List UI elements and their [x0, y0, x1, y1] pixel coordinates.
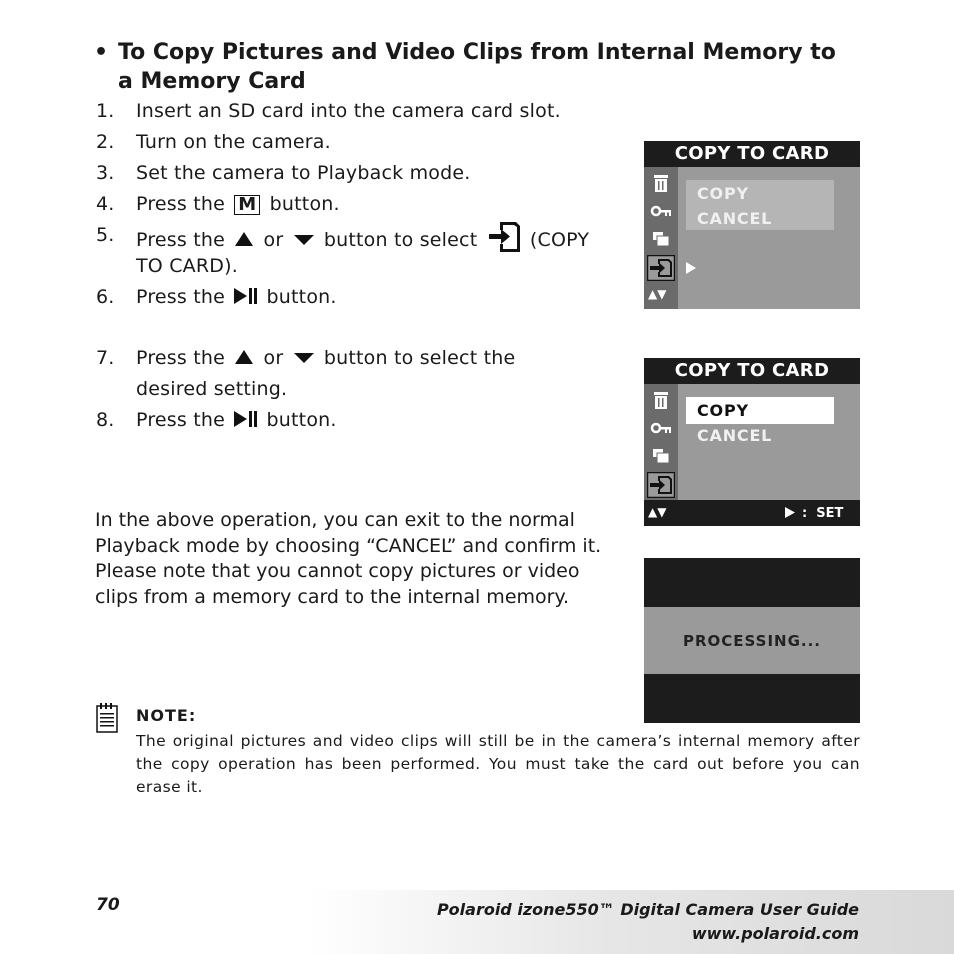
menu-option-cancel[interactable]: CANCEL — [697, 209, 773, 228]
play-pause-icon — [234, 411, 257, 427]
guide-title: Polaroid izone550™ Digital Camera User Guide — [436, 900, 859, 919]
menu-option-cancel[interactable]: CANCEL — [697, 426, 773, 445]
screen-title: COPY TO CARD — [644, 141, 860, 167]
note-body: The original pictures and video clips will still be in the camera’s internal memory after the copy operation has been performed. You must take the card out before you can erase it. — [136, 732, 860, 796]
step-text-pre: Press the — [136, 347, 226, 369]
step-text-line2: desired setting. — [136, 378, 288, 400]
up-down-icon: ▲▼ — [648, 287, 667, 301]
step-5 — [96, 220, 636, 282]
slideshow-icon — [650, 229, 672, 249]
copy-to-card-icon — [647, 255, 675, 281]
menu-option-copy[interactable]: COPY — [697, 184, 749, 203]
step-7 — [96, 343, 636, 405]
processing-status: PROCESSING... — [682, 632, 822, 650]
step-8 — [96, 405, 636, 436]
lcd-screen-processing — [644, 558, 860, 723]
step-number: 1. — [96, 100, 115, 122]
step-text-post: button. — [266, 286, 337, 308]
step-1 — [96, 96, 636, 127]
guide-footer — [437, 898, 859, 946]
step-number: 8. — [96, 409, 115, 431]
step-text-post: (COPY — [529, 229, 590, 251]
step-text-or: or — [263, 229, 284, 251]
cancel-paragraph: In the above operation, you can exit to the normal Playback mode by choosing “CANCEL” and confirm it. Please note that you cannot copy pictures or video clips from a memory card to the internal memory. — [95, 509, 602, 608]
menu-option-copy-selected[interactable]: COPY — [697, 401, 749, 420]
copy-to-card-icon — [647, 472, 675, 498]
step-text-or: or — [263, 347, 284, 369]
step-text-post: button. — [269, 193, 340, 215]
step-text: Set the camera to Playback mode. — [136, 162, 471, 184]
down-arrow-icon — [294, 235, 314, 245]
screen-title: COPY TO CARD — [644, 358, 860, 384]
step-2 — [96, 127, 636, 158]
step-3 — [96, 158, 636, 189]
step-number: 3. — [96, 162, 115, 184]
step-text-post: button. — [266, 409, 337, 431]
step-text-mid: button to select the — [323, 347, 516, 369]
step-number: 5. — [96, 224, 115, 246]
up-down-icon: ▲▼ — [648, 505, 667, 519]
note-label: NOTE: — [136, 706, 197, 725]
step-text — [136, 343, 515, 374]
heading-text: To Copy Pictures and Video Clips from Internal Memory to a Memory Card — [118, 40, 836, 94]
step-number: 2. — [96, 131, 115, 153]
icon-column — [644, 167, 678, 309]
up-arrow-icon — [235, 350, 253, 364]
step-text-mid: button to select — [323, 229, 478, 251]
key-icon — [650, 201, 672, 221]
menu-key-icon: M — [234, 195, 260, 215]
copy-to-card-icon — [486, 220, 522, 254]
step-text-pre: Press the — [136, 409, 226, 431]
step-text: Turn on the camera. — [136, 131, 331, 153]
heading-bullet: • — [94, 40, 109, 65]
step-6 — [96, 282, 636, 313]
step-text: Insert an SD card into the camera card slot. — [136, 100, 561, 122]
step-text — [136, 405, 337, 436]
set-label: : SET — [802, 506, 844, 521]
step-number: 6. — [96, 286, 115, 308]
down-arrow-icon — [294, 353, 314, 363]
up-arrow-icon — [235, 232, 253, 246]
trash-icon — [650, 173, 672, 193]
play-pause-icon — [234, 288, 257, 304]
trash-icon — [650, 390, 672, 410]
lcd-screen-copy-select — [644, 358, 860, 526]
step-4 — [96, 189, 636, 220]
slideshow-icon — [650, 446, 672, 466]
step-text — [136, 282, 337, 313]
step-number: 4. — [96, 193, 115, 215]
icon-column — [644, 384, 678, 500]
lcd-screen-copy-menu — [644, 141, 860, 309]
note-icon — [96, 703, 118, 733]
key-icon — [650, 418, 672, 438]
website-link[interactable]: www.polaroid.com — [691, 924, 859, 943]
step-number: 7. — [96, 347, 115, 369]
play-icon — [784, 506, 796, 519]
page-number: 70 — [96, 895, 120, 915]
step-text-pre: Press the — [136, 193, 226, 215]
right-arrow-icon — [685, 261, 697, 275]
step-text-pre: Press the — [136, 286, 226, 308]
screen-footer — [644, 500, 860, 526]
step-text — [136, 189, 340, 220]
step-text-line2: TO CARD). — [136, 255, 238, 277]
step-text-pre: Press the — [136, 229, 226, 251]
